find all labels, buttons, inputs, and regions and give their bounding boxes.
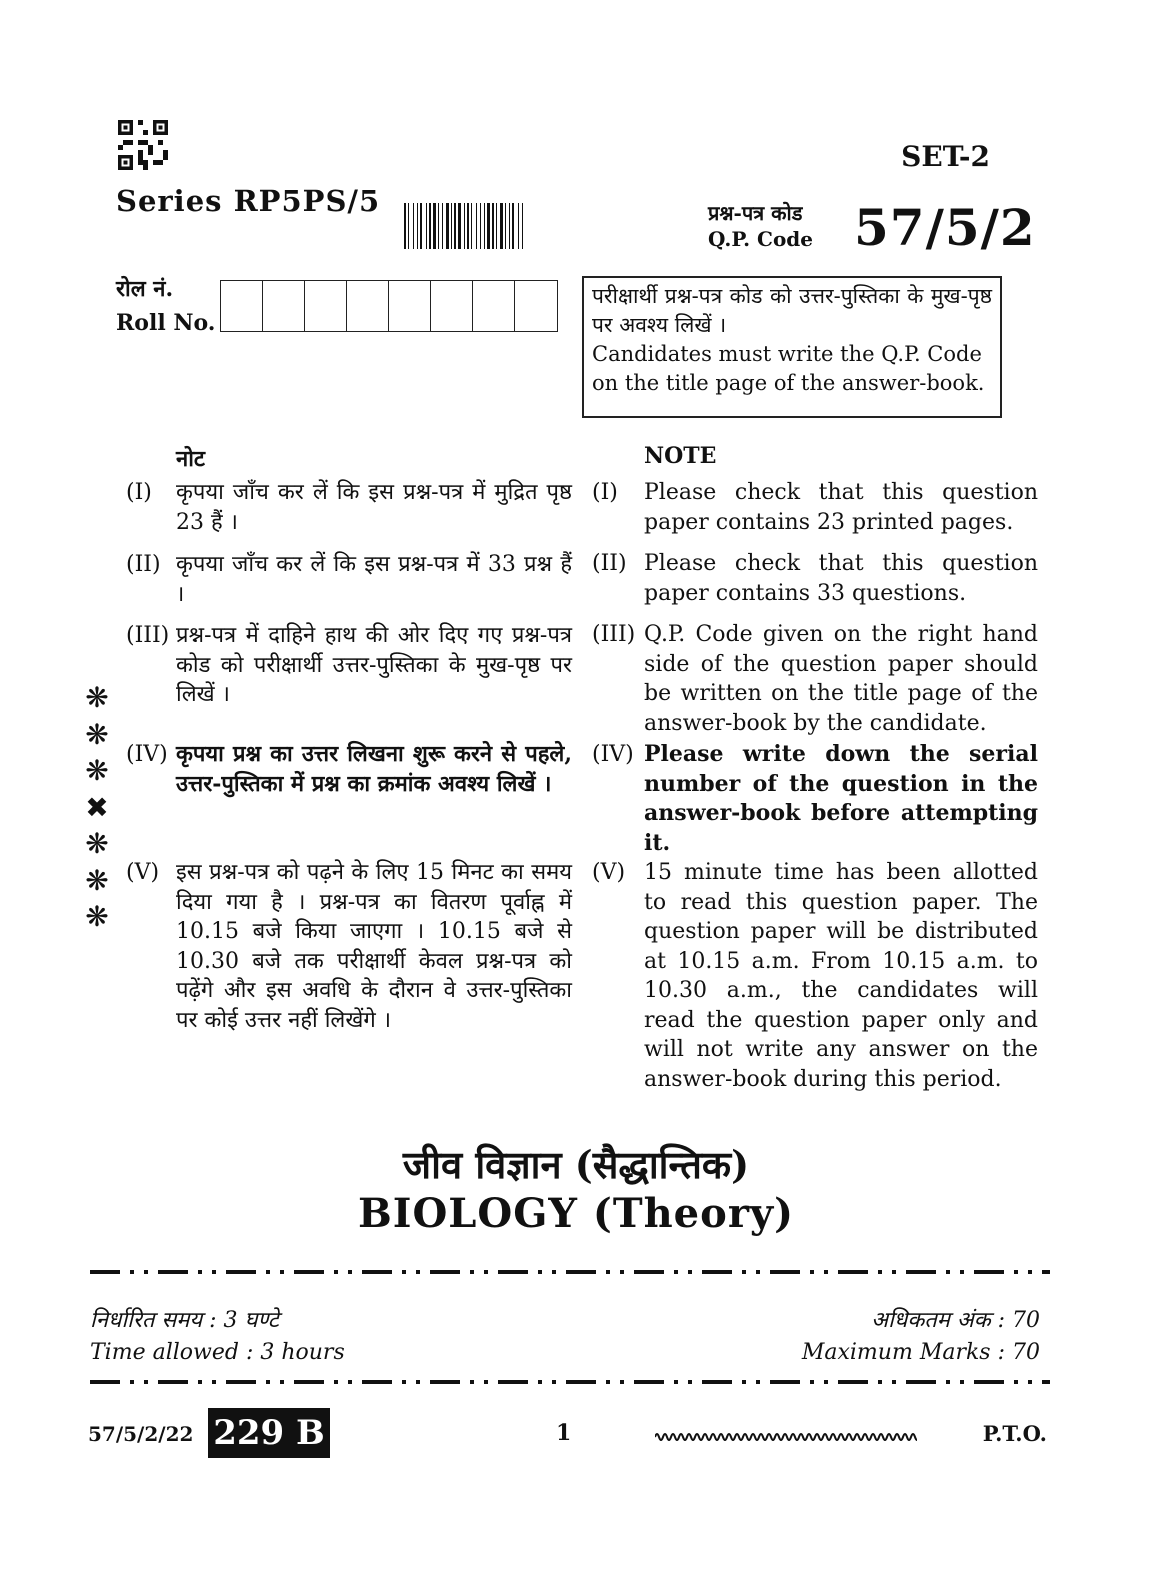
- set-number: SET-2: [901, 140, 990, 173]
- item-number: (V): [126, 860, 160, 885]
- roll-number-label: [116, 272, 215, 340]
- item-number: (IV): [592, 742, 634, 767]
- item-text: प्रश्न-पत्र में दाहिने हाथ की ओर दिए गए प्रश्न-पत्र कोड को परीक्षार्थी उत्तर-पुस्तिका के मुख-पृष्ठ पर लिखें ।: [176, 623, 572, 707]
- qr-code: [118, 120, 168, 170]
- paper-code-footer: 57/5/2/22: [88, 1422, 194, 1446]
- barcode: [404, 203, 652, 249]
- qp-code-label-en: Q.P. Code: [708, 227, 814, 251]
- item-text: Please check that this question paper contains 33 questions.: [644, 551, 1038, 606]
- roll-digit-box[interactable]: [515, 281, 557, 331]
- item-number: (III): [126, 623, 170, 648]
- page-number: 1: [556, 1420, 572, 1446]
- instruction-hi: परीक्षार्थी प्रश्न-पत्र कोड को उत्तर-पुस्तिका के मुख-पृष्ठ पर अवश्य लिखें ।: [592, 284, 992, 337]
- notes-hindi: [126, 478, 572, 1078]
- time-allowed-hi: निर्धारित समय : 3 घण्टे: [90, 1308, 279, 1333]
- item-number: (V): [592, 860, 626, 885]
- qp-code: 57/5/2: [854, 198, 1036, 257]
- item-number: (I): [592, 480, 618, 505]
- wavy-line: [655, 1430, 917, 1444]
- dash-dot-divider: [90, 1378, 1050, 1386]
- side-security-marks: ❋ ❋ ❋ ✖ ❋ ❋ ❋: [85, 681, 109, 933]
- qp-code-label-hi: प्रश्न-पत्र कोड: [708, 201, 803, 225]
- roll-number-boxes[interactable]: [220, 280, 558, 332]
- time-allowed-en: Time allowed : 3 hours: [90, 1340, 345, 1365]
- qp-code-label: [708, 200, 813, 252]
- qp-code-instruction-box: [582, 276, 1002, 418]
- roll-digit-box[interactable]: [347, 281, 389, 331]
- item-number: (II): [592, 551, 627, 576]
- subject-title-hi: जीव विज्ञान (सैद्धान्तिक): [402, 1142, 750, 1187]
- series-label: Series RP5PS/5: [116, 184, 381, 218]
- item-text: Please write down the serial number of the question in the answer-book before attempting it.: [644, 741, 1038, 856]
- roll-label-hi: रोल नं.: [116, 276, 174, 302]
- item-text: कृपया प्रश्न का उत्तर लिखना शुरू करने से पहले, उत्तर-पुस्तिका में प्रश्न का क्रमांक अवश्य लिखें ।: [176, 741, 572, 797]
- roll-digit-box[interactable]: [389, 281, 431, 331]
- note-heading-en: NOTE: [644, 443, 717, 469]
- item-number: (II): [126, 552, 161, 577]
- please-turn-over: P.T.O.: [982, 1421, 1047, 1446]
- roll-digit-box[interactable]: [305, 281, 347, 331]
- item-text: 15 minute time has been allotted to read this question paper. The question paper will be distributed at 10.15 a.m. From 10.15 a.m. to 10.30 a.m., the candidates will read the question paper only and will not write any answer on the answer-book during this period.: [644, 860, 1038, 1092]
- roll-digit-box[interactable]: [263, 281, 305, 331]
- max-marks-hi: अधिकतम अंक : 70: [871, 1308, 1040, 1333]
- paper-tag: 229 B: [208, 1408, 330, 1458]
- max-marks-en: Maximum Marks : 70: [801, 1340, 1040, 1365]
- item-number: (I): [126, 480, 152, 505]
- item-text: Please check that this question paper contains 23 printed pages.: [644, 480, 1038, 535]
- instruction-en: Candidates must write the Q.P. Code on the title page of the answer-book.: [592, 342, 985, 395]
- item-text: Q.P. Code given on the right hand side of the question paper should be written on the title page of the answer-book by the candidate.: [644, 622, 1038, 736]
- item-text: इस प्रश्न-पत्र को पढ़ने के लिए 15 मिनट का समय दिया गया है । प्रश्न-पत्र का वितरण पूर्वाह्न में 10.15 बजे किया जाएगा । 10.15 बजे से 10.30 बजे तक परीक्षार्थी केवल प्रश्न-पत्र को पढ़ेंगे और इस अवधि के दौरान वे उत्तर-पुस्तिका पर कोई उत्तर नहीं लिखेंगे ।: [176, 860, 572, 1033]
- roll-digit-box[interactable]: [221, 281, 263, 331]
- item-text: कृपया जाँच कर लें कि इस प्रश्न-पत्र में 33 प्रश्न हैं ।: [176, 552, 572, 607]
- roll-digit-box[interactable]: [431, 281, 473, 331]
- roll-digit-box[interactable]: [473, 281, 515, 331]
- dash-dot-divider: [90, 1268, 1050, 1276]
- item-number: (IV): [126, 742, 168, 767]
- roll-label-en: Roll No.: [116, 310, 216, 336]
- item-text: कृपया जाँच कर लें कि इस प्रश्न-पत्र में मुद्रित पृष्ठ 23 हैं ।: [176, 480, 572, 535]
- note-heading-hi: नोट: [176, 446, 205, 472]
- subject-title-en: BIOLOGY (Theory): [357, 1190, 795, 1237]
- item-number: (III): [592, 622, 636, 647]
- notes-english: [592, 478, 1038, 1098]
